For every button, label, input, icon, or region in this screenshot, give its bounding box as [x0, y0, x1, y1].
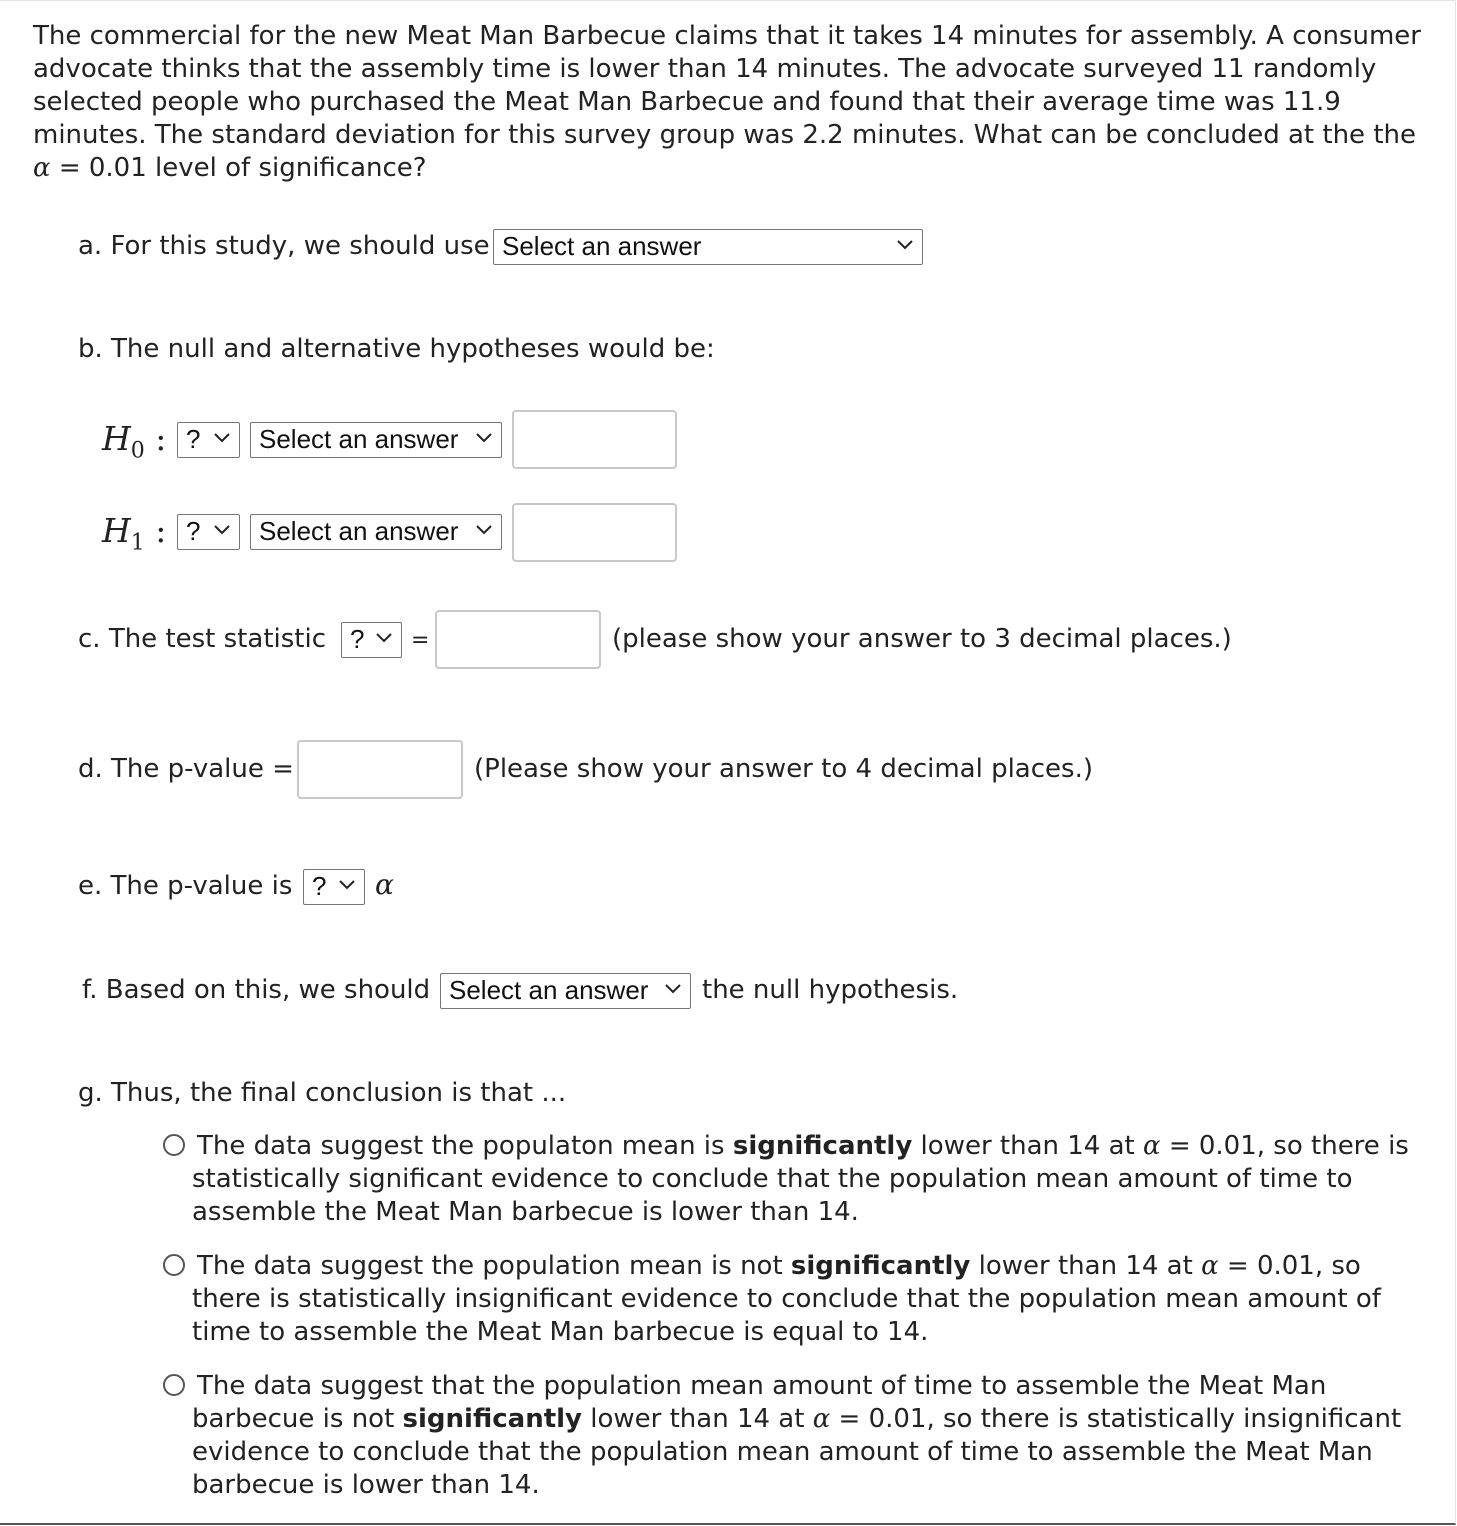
test-statistic-note: (please show your answer to 3 decimal places.) — [612, 624, 1232, 654]
conclusion-radio-3[interactable] — [163, 1374, 185, 1396]
conclusion-radio-1[interactable] — [163, 1134, 185, 1156]
chevron-down-icon — [475, 524, 493, 536]
part-e-label: e. The p-value is — [78, 871, 293, 901]
question-body: The commercial for the new Meat Man Barbecue claims that it takes 14 minutes for assembly. A consumer advocate thinks that the assembly time is lower than 14 minutes. The advocate surveyed 11 randomly selected people who purchased the Meat Man Barbecue and found that their average time was 11.9 minutes. The standard deviation for this survey group was 2.2 minutes. What can be concluded at the the — [33, 21, 1421, 150]
part-d-label: d. The p-value = — [78, 754, 294, 784]
part-b-label: b. The null and alternative hypotheses would be: — [78, 334, 715, 364]
part-c-label: c. The test statistic — [78, 624, 326, 654]
h0-subscript: 0 — [130, 438, 145, 464]
alpha-symbol: α — [33, 153, 51, 183]
h0-symbol: H — [102, 419, 131, 458]
h1-label — [102, 511, 166, 564]
h1-parameter-select[interactable] — [250, 514, 502, 550]
h0-label — [102, 419, 166, 472]
h0-colon: : — [155, 419, 167, 458]
part-g-label: g. Thus, the final conclusion is that ... — [78, 1078, 567, 1108]
study-type-select[interactable] — [493, 229, 923, 265]
p-value-comparison-select[interactable] — [303, 869, 365, 905]
h0-relation-value: ? — [186, 424, 201, 454]
test-statistic-input[interactable] — [435, 610, 601, 669]
p-value-input[interactable] — [297, 740, 463, 799]
decision-select[interactable] — [440, 973, 691, 1009]
h1-parameter-value: Select an answer — [259, 516, 459, 546]
chevron-down-icon — [338, 879, 356, 891]
p-value-note: (Please show your answer to 4 decimal places.) — [474, 754, 1093, 784]
test-statistic-select[interactable] — [341, 622, 402, 658]
part-a-label: a. For this study, we should use — [78, 231, 490, 261]
p-value-comparison-value: ? — [312, 871, 327, 901]
h1-subscript: 1 — [130, 530, 145, 556]
conclusion-option-2: The data suggest the population mean is not significantly lower than 14 at α = 0.01, so there is statistically insignificant evidence to conclude that the population mean amount of time to assemble the Meat Man barbecue is equal to 14. — [192, 1251, 1381, 1347]
h1-relation-value: ? — [186, 516, 201, 546]
conclusion-radio-2[interactable] — [163, 1254, 185, 1276]
decision-select-value: Select an answer — [449, 975, 649, 1005]
h1-symbol: H — [102, 511, 131, 550]
h0-value-input[interactable] — [512, 410, 677, 469]
chevron-down-icon — [896, 239, 914, 251]
test-statistic-select-value: ? — [350, 624, 365, 654]
chevron-down-icon — [213, 524, 231, 536]
chevron-down-icon — [375, 632, 393, 644]
decision-suffix: the null hypothesis. — [702, 975, 959, 1005]
study-type-select-value: Select an answer — [502, 231, 702, 261]
h1-colon: : — [155, 511, 167, 550]
question-text — [33, 20, 1438, 185]
h0-parameter-select[interactable] — [250, 422, 502, 458]
conclusion-option-3: The data suggest that the population mean amount of time to assemble the Meat Man barbecue is not significantly lower than 14 at α = 0.01, so there is statistically insignificant evidence to conclude that the population mean amount of time to assemble the Meat Man barbecue is lower than 14. — [192, 1371, 1402, 1500]
part-f-label: f. Based on this, we should — [82, 975, 431, 1005]
alpha-symbol: α — [375, 868, 394, 901]
h0-parameter-value: Select an answer — [259, 424, 459, 454]
chevron-down-icon — [664, 983, 682, 995]
h1-relation-select[interactable] — [177, 514, 240, 550]
conclusion-option-1: The data suggest the populaton mean is significantly lower than 14 at α = 0.01, so there is statistically significant evidence to conclude that the population mean amount of time to assemble the Meat Man barbecue is lower than 14. — [192, 1131, 1409, 1227]
equals-sign: = — [411, 628, 430, 653]
chevron-down-icon — [213, 432, 231, 444]
h1-value-input[interactable] — [512, 503, 677, 562]
question-end: = 0.01 level of significance? — [50, 153, 427, 183]
chevron-down-icon — [475, 432, 493, 444]
h0-relation-select[interactable] — [177, 422, 240, 458]
